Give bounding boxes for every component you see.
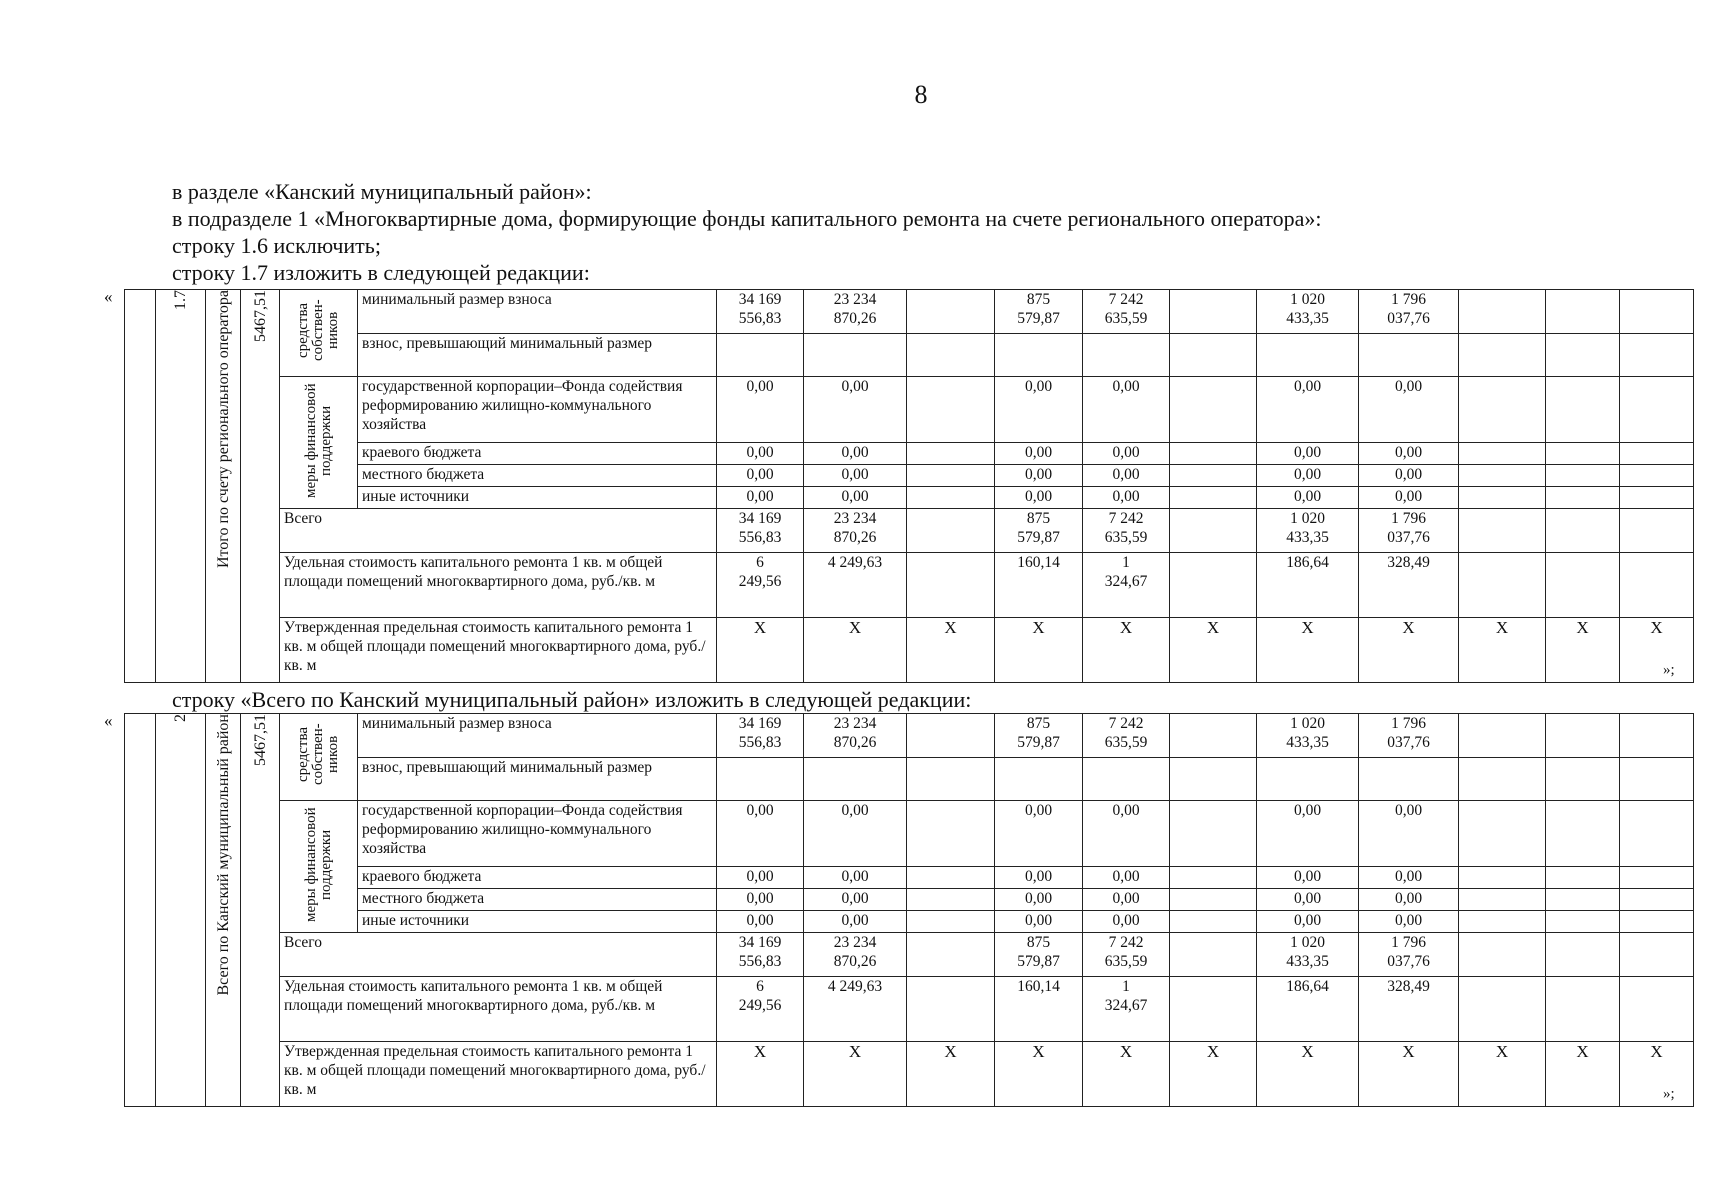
value-cell (907, 977, 995, 1042)
value-cell: 0,00 (1359, 377, 1459, 443)
value-cell: 328,49 (1359, 977, 1459, 1042)
group-owners-label: средства собствен-ников (295, 723, 341, 785)
value-cell: 4 249,63 (804, 977, 907, 1042)
value-cell: 0,00 (1257, 465, 1359, 487)
value-cell (1459, 465, 1546, 487)
value-cell (1620, 334, 1694, 377)
row-label-regional: краевого бюджета (358, 867, 717, 889)
value-cell (717, 334, 804, 377)
value-cell (907, 758, 995, 801)
value-cell: 0,00 (1083, 889, 1170, 911)
value-cell (1459, 509, 1546, 553)
row-title (206, 714, 241, 1107)
value-cell: 1 020 433,35 (1257, 933, 1359, 977)
value-cell (907, 714, 995, 758)
table-row (125, 334, 1694, 377)
group-support-label: меры финансовой поддержки (302, 807, 334, 923)
row-label-unit-cost: Удельная стоимость капитального ремонта 1 кв. м общей площади помещений многоквартирного дома, руб./кв. м (280, 977, 717, 1042)
value-cell: 0,00 (995, 867, 1083, 889)
table-row (125, 867, 1694, 889)
value-cell (1546, 714, 1620, 758)
table-row (125, 509, 1694, 553)
value-cell: 1 796 037,76 (1359, 714, 1459, 758)
value-cell (1459, 758, 1546, 801)
value-cell: 0,00 (1257, 377, 1359, 443)
value-cell (1620, 714, 1694, 758)
value-cell: 0,00 (1257, 911, 1359, 933)
value-cell (1257, 758, 1359, 801)
value-cell (1459, 487, 1546, 509)
value-cell: 0,00 (1257, 443, 1359, 465)
value-cell: 1 796 037,76 (1359, 933, 1459, 977)
value-cell (907, 443, 995, 465)
value-cell: 0,00 (1083, 377, 1170, 443)
value-cell: 0,00 (1257, 889, 1359, 911)
value-cell: 875 579,87 (995, 290, 1083, 334)
table-row (125, 377, 1694, 443)
value-cell (907, 487, 995, 509)
row-label-total: Всего (280, 933, 717, 977)
value-cell: 34 169 556,83 (717, 509, 804, 553)
value-cell: X (717, 618, 804, 683)
value-cell (1546, 933, 1620, 977)
value-cell: X (1546, 618, 1620, 683)
value-cell: X (1083, 618, 1170, 683)
value-cell: 0,00 (995, 443, 1083, 465)
value-cell (1459, 714, 1546, 758)
value-cell: 7 242 635,59 (1083, 290, 1170, 334)
value-cell (1546, 889, 1620, 911)
value-cell: 1 020 433,35 (1257, 290, 1359, 334)
value-cell (907, 867, 995, 889)
value-cell (1459, 867, 1546, 889)
value-cell: 186,64 (1257, 553, 1359, 618)
value-cell (907, 509, 995, 553)
table-row (125, 443, 1694, 465)
value-cell (1546, 867, 1620, 889)
closing-quote: »; (1663, 662, 1675, 678)
group-support-label: меры финансовой поддержки (302, 383, 334, 499)
table-row (125, 553, 1694, 618)
value-cell: 160,14 (995, 553, 1083, 618)
value-cell (1546, 465, 1620, 487)
value-cell: X (1257, 1042, 1359, 1107)
value-cell: 0,00 (1083, 867, 1170, 889)
row-number (156, 714, 206, 1107)
value-cell (1170, 377, 1257, 443)
value-cell (1170, 758, 1257, 801)
value-cell: 23 234 870,26 (804, 714, 907, 758)
value-cell: 7 242 635,59 (1083, 933, 1170, 977)
value-cell (1359, 334, 1459, 377)
value-cell: X (717, 1042, 804, 1107)
row-title (206, 290, 241, 683)
value-cell (907, 290, 995, 334)
row-label-other: иные источники (358, 487, 717, 509)
value-cell: X (1620, 618, 1694, 683)
value-cell (1620, 443, 1694, 465)
value-cell: 0,00 (717, 801, 804, 867)
intro-line: в подразделе 1 «Многоквартирные дома, формирующие фонды капитального ремонта на счете регионального оператора»: (172, 206, 1322, 231)
table-row (125, 801, 1694, 867)
value-cell (1170, 714, 1257, 758)
value-cell (1459, 977, 1546, 1042)
value-cell: 6 249,56 (717, 977, 804, 1042)
value-cell (1620, 911, 1694, 933)
value-cell: 23 234 870,26 (804, 933, 907, 977)
row-label-other: иные источники (358, 911, 717, 933)
value-cell (995, 334, 1083, 377)
value-cell: X (995, 1042, 1083, 1107)
value-cell: X (1459, 618, 1546, 683)
value-cell (1546, 801, 1620, 867)
value-cell (907, 465, 995, 487)
table-row (125, 618, 1694, 683)
value-cell (1459, 933, 1546, 977)
opening-quote: « (104, 711, 113, 730)
value-cell: 0,00 (804, 801, 907, 867)
value-cell (907, 334, 995, 377)
value-cell: 0,00 (1359, 911, 1459, 933)
row-label-excess-fee: взнос, превышающий минимальный размер (358, 334, 717, 377)
area-value (241, 290, 280, 683)
value-cell: 1 324,67 (1083, 977, 1170, 1042)
value-cell (1546, 977, 1620, 1042)
value-cell: 0,00 (1083, 487, 1170, 509)
value-cell: 0,00 (1359, 889, 1459, 911)
value-cell: 1 796 037,76 (1359, 290, 1459, 334)
value-cell: 34 169 556,83 (717, 933, 804, 977)
value-cell (1620, 487, 1694, 509)
value-cell: 875 579,87 (995, 933, 1083, 977)
value-cell (1546, 290, 1620, 334)
value-cell (1620, 933, 1694, 977)
value-cell (1170, 290, 1257, 334)
value-cell (907, 801, 995, 867)
value-cell: 0,00 (717, 443, 804, 465)
value-cell (1459, 553, 1546, 618)
value-cell (1546, 443, 1620, 465)
value-cell (1170, 801, 1257, 867)
value-cell (1546, 487, 1620, 509)
table-row (125, 933, 1694, 977)
value-cell: 0,00 (1083, 911, 1170, 933)
value-cell (1546, 553, 1620, 618)
row-label-total: Всего (280, 509, 717, 553)
value-cell: 0,00 (995, 487, 1083, 509)
value-cell (1546, 758, 1620, 801)
value-cell (907, 933, 995, 977)
opening-quote: « (104, 287, 113, 306)
value-cell: 0,00 (717, 867, 804, 889)
value-cell: 0,00 (1359, 443, 1459, 465)
value-cell: X (907, 618, 995, 683)
value-cell: 0,00 (995, 801, 1083, 867)
value-cell: 23 234 870,26 (804, 290, 907, 334)
value-cell: X (1257, 618, 1359, 683)
value-cell: 875 579,87 (995, 509, 1083, 553)
value-cell (1620, 553, 1694, 618)
value-cell (1546, 377, 1620, 443)
value-cell: 23 234 870,26 (804, 509, 907, 553)
group-financial-support (280, 377, 358, 509)
value-cell: 1 796 037,76 (1359, 509, 1459, 553)
value-cell: 0,00 (1083, 465, 1170, 487)
table-row (125, 465, 1694, 487)
row-number-text: 1.7 (172, 290, 189, 310)
row-label-min-fee: минимальный размер взноса (358, 290, 717, 334)
table-row (125, 758, 1694, 801)
row-label-unit-cost: Удельная стоимость капитального ремонта 1 кв. м общей площади помещений многоквартирного дома, руб./кв. м (280, 553, 717, 618)
table-row (125, 977, 1694, 1042)
value-cell (1459, 377, 1546, 443)
value-cell (1170, 889, 1257, 911)
value-cell: 328,49 (1359, 553, 1459, 618)
value-cell: 0,00 (995, 911, 1083, 933)
value-cell: X (1546, 1042, 1620, 1107)
table-row (125, 1042, 1694, 1107)
row-label-fund: государственной корпорации–Фонда содействия реформированию жилищно-коммунального хозяйства (358, 377, 717, 443)
row-label-limit-cost: Утвержденная предельная стоимость капитального ремонта 1 кв. м общей площади помещений многоквартирного дома, руб./кв. м (280, 1042, 717, 1107)
value-cell: 7 242 635,59 (1083, 714, 1170, 758)
value-cell (1546, 334, 1620, 377)
value-cell: X (1359, 1042, 1459, 1107)
area-value-text: 5467,51 (251, 714, 269, 766)
cost-table-district-total (124, 713, 1694, 1107)
value-cell: 1 020 433,35 (1257, 714, 1359, 758)
row-label-local: местного бюджета (358, 465, 717, 487)
value-cell: 186,64 (1257, 977, 1359, 1042)
value-cell (907, 553, 995, 618)
value-cell (1620, 377, 1694, 443)
value-cell (1620, 889, 1694, 911)
value-cell: X (995, 618, 1083, 683)
value-cell: 1 020 433,35 (1257, 509, 1359, 553)
value-cell: 6 249,56 (717, 553, 804, 618)
value-cell: 0,00 (1083, 443, 1170, 465)
value-cell: 0,00 (995, 465, 1083, 487)
value-cell (1620, 977, 1694, 1042)
value-cell: 0,00 (1083, 801, 1170, 867)
value-cell: 875 579,87 (995, 714, 1083, 758)
group-owners-funds (280, 714, 358, 801)
closing-quote: »; (1663, 1086, 1675, 1102)
value-cell: 4 249,63 (804, 553, 907, 618)
value-cell: 7 242 635,59 (1083, 509, 1170, 553)
value-cell (1170, 487, 1257, 509)
row-title-text: Итого по счету регионального оператора (214, 290, 232, 569)
row-label-min-fee: минимальный размер взноса (358, 714, 717, 758)
value-cell: 0,00 (804, 487, 907, 509)
value-cell (1459, 801, 1546, 867)
value-cell: 0,00 (717, 911, 804, 933)
value-cell: X (1459, 1042, 1546, 1107)
value-cell: 0,00 (1359, 867, 1459, 889)
value-cell (1083, 334, 1170, 377)
value-cell (1170, 509, 1257, 553)
cost-table-row-1-7 (124, 289, 1694, 683)
intro-line: строку 1.6 исключить; (172, 233, 381, 258)
value-cell (907, 377, 995, 443)
value-cell (1170, 911, 1257, 933)
group-financial-support (280, 801, 358, 933)
value-cell: X (1083, 1042, 1170, 1107)
group-owners-funds (280, 290, 358, 377)
row-label-excess-fee: взнос, превышающий минимальный размер (358, 758, 717, 801)
row-number (156, 290, 206, 683)
value-cell: X (1620, 1042, 1694, 1107)
value-cell: 0,00 (804, 889, 907, 911)
value-cell (1170, 465, 1257, 487)
intro-text (172, 178, 1321, 286)
value-cell: 0,00 (1359, 465, 1459, 487)
value-cell (1546, 911, 1620, 933)
value-cell (1170, 933, 1257, 977)
value-cell: 0,00 (717, 889, 804, 911)
value-cell (1459, 889, 1546, 911)
table-row (125, 714, 1694, 758)
value-cell (907, 911, 995, 933)
row-label-fund: государственной корпорации–Фонда содействия реформированию жилищно-коммунального хозяйства (358, 801, 717, 867)
value-cell (1620, 290, 1694, 334)
group-owners-label: средства собствен-ников (295, 299, 341, 361)
row-number-text: 2 (172, 714, 189, 722)
value-cell: 0,00 (804, 867, 907, 889)
value-cell: X (1359, 618, 1459, 683)
value-cell (1620, 509, 1694, 553)
value-cell: 0,00 (1257, 867, 1359, 889)
value-cell: X (804, 618, 907, 683)
value-cell: X (804, 1042, 907, 1107)
value-cell: 0,00 (995, 889, 1083, 911)
value-cell: 0,00 (804, 377, 907, 443)
value-cell (804, 758, 907, 801)
value-cell: 0,00 (1359, 801, 1459, 867)
blank-cell (125, 714, 156, 1107)
value-cell: 34 169 556,83 (717, 290, 804, 334)
value-cell: X (907, 1042, 995, 1107)
table-row (125, 889, 1694, 911)
value-cell (995, 758, 1083, 801)
value-cell (1620, 867, 1694, 889)
value-cell (1620, 801, 1694, 867)
value-cell: 34 169 556,83 (717, 714, 804, 758)
value-cell (1257, 334, 1359, 377)
value-cell: 0,00 (717, 377, 804, 443)
value-cell (1083, 758, 1170, 801)
value-cell: 1 324,67 (1083, 553, 1170, 618)
value-cell (1359, 758, 1459, 801)
blank-cell (125, 290, 156, 683)
value-cell (1620, 465, 1694, 487)
area-value (241, 714, 280, 1107)
value-cell (1170, 334, 1257, 377)
value-cell: 0,00 (1359, 487, 1459, 509)
value-cell (1170, 443, 1257, 465)
value-cell (1546, 509, 1620, 553)
area-value-text: 5467,51 (251, 290, 269, 342)
value-cell (804, 334, 907, 377)
value-cell: 0,00 (1257, 487, 1359, 509)
intro-line: строку 1.7 изложить в следующей редакции: (172, 260, 590, 285)
value-cell: 0,00 (804, 911, 907, 933)
value-cell: 0,00 (717, 465, 804, 487)
table-row (125, 487, 1694, 509)
value-cell (1459, 443, 1546, 465)
second-caption: строку «Всего по Канский муниципальный район» изложить в следующей редакции: (172, 687, 972, 712)
table-row (125, 911, 1694, 933)
value-cell: 0,00 (717, 487, 804, 509)
row-title-text: Всего по Канский муниципальный район (214, 714, 232, 996)
value-cell: X (1170, 1042, 1257, 1107)
value-cell (717, 758, 804, 801)
row-label-regional: краевого бюджета (358, 443, 717, 465)
value-cell: X (1170, 618, 1257, 683)
value-cell (907, 889, 995, 911)
value-cell: 0,00 (1257, 801, 1359, 867)
value-cell (1459, 290, 1546, 334)
row-label-local: местного бюджета (358, 889, 717, 911)
value-cell (1620, 758, 1694, 801)
value-cell: 0,00 (995, 377, 1083, 443)
page-number: 8 (914, 80, 928, 109)
value-cell: 0,00 (804, 465, 907, 487)
intro-line: в разделе «Канский муниципальный район»: (172, 179, 592, 204)
row-label-limit-cost: Утвержденная предельная стоимость капитального ремонта 1 кв. м общей площади помещений многоквартирного дома, руб./кв. м (280, 618, 717, 683)
value-cell (1459, 334, 1546, 377)
value-cell (1170, 977, 1257, 1042)
value-cell (1170, 553, 1257, 618)
value-cell: 160,14 (995, 977, 1083, 1042)
value-cell (1459, 911, 1546, 933)
value-cell (1170, 867, 1257, 889)
table-row (125, 290, 1694, 334)
value-cell: 0,00 (804, 443, 907, 465)
